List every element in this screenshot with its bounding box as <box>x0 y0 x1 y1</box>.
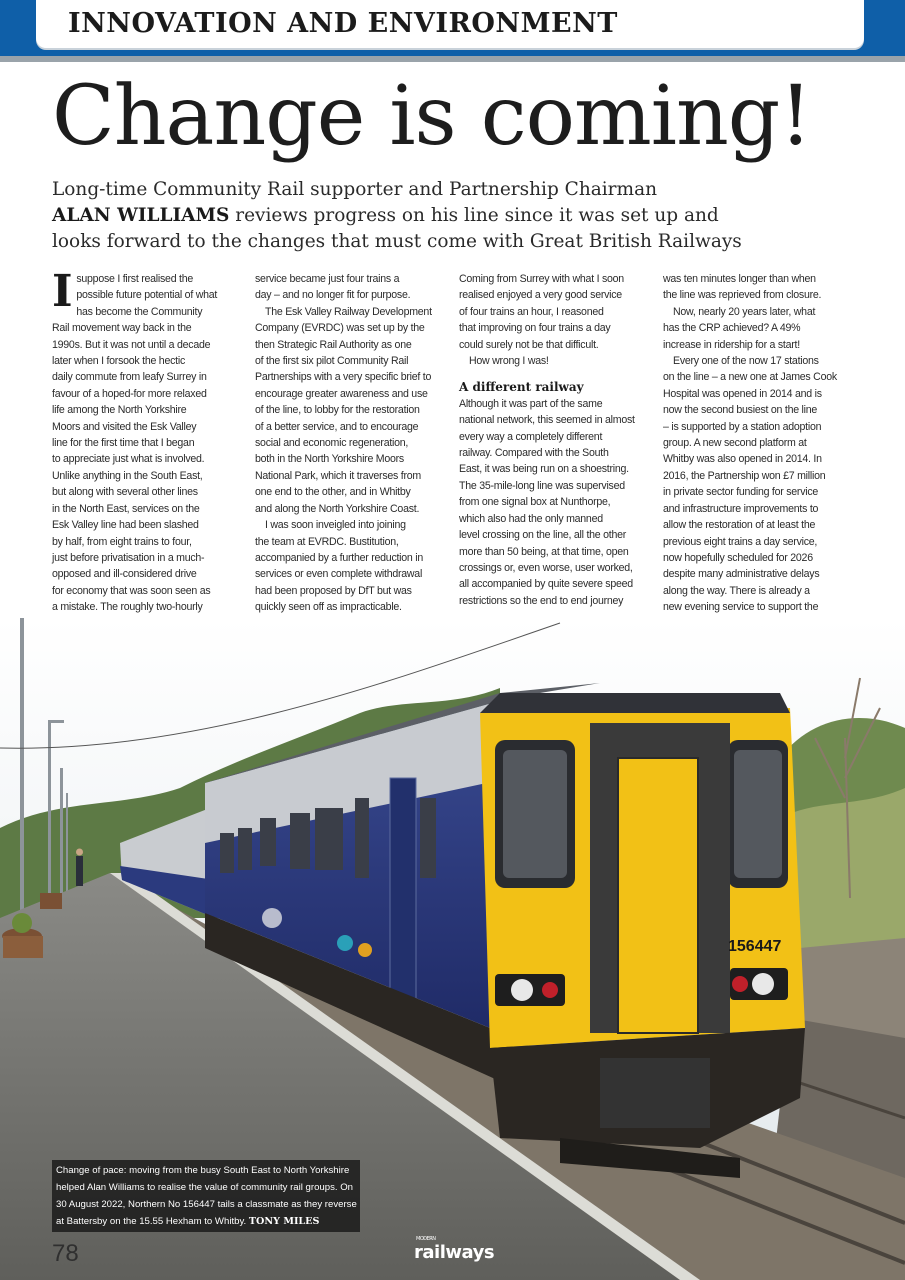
column-4-paragraph-2-line: increase in ridership for a start! <box>663 338 800 351</box>
column-3-paragraph-1-line: of four trains an hour, I reasoned <box>459 305 604 318</box>
column-4-paragraph-3-line: allow the restoration of at least the <box>663 519 816 532</box>
standfirst <box>52 177 852 255</box>
column-1-line: 1990s. But it was not until a decade <box>52 338 211 351</box>
column-2-paragraph-2-line: one end to the other, and in Whitby <box>255 486 411 499</box>
column-4-paragraph-3 <box>663 353 855 616</box>
column-3-paragraph-3-line: more than 50 being, at that time, open <box>459 545 629 558</box>
photo-caption <box>52 1160 360 1232</box>
column-1-line: daily commute from leafy Surrey in <box>52 371 207 384</box>
column-3-paragraph-1-line: realised enjoyed a very good service <box>459 289 622 302</box>
column-4-paragraph-3-line: despite many administrative delays <box>663 568 820 581</box>
column-4-paragraph-3-line: – is supported by a station adoption <box>663 420 822 433</box>
column-4-paragraph-3-line: new evening service to support the <box>663 601 819 614</box>
page-number: 78 <box>52 1240 79 1267</box>
column-2-paragraph-2-line: of the line, to lobby for the restoration <box>255 404 420 417</box>
column-4-paragraph-2-line: has the CRP achieved? A 49% <box>663 322 801 335</box>
column-1-line: Esk Valley line had been slashed <box>52 519 199 532</box>
author-name: ALAN WILLIAMS <box>52 205 230 226</box>
column-3-paragraph-3-line: national network, this seemed in almost <box>459 414 635 427</box>
caption-line-3: 30 August 2022, Northern No 156447 tails a classmate as they reverse <box>56 1199 357 1210</box>
column-3-paragraph-3-line: railway. Compared with the South <box>459 447 609 460</box>
column-1-line: but along with several other lines <box>52 486 198 499</box>
column-1-line: Moors and visited the Esk Valley <box>52 420 197 433</box>
column-1-text <box>52 266 244 616</box>
column-4-paragraph-3-line: along the way. There is already a <box>663 584 810 597</box>
column-2-paragraph-3-line: quickly seen off as impracticable. <box>255 601 402 614</box>
column-4-paragraph-3-line: and infrastructure improvements to <box>663 502 819 515</box>
column-4-paragraph-3-line: 2016, the Partnership won £7 million <box>663 469 826 482</box>
column-2-paragraph-2-line: The Esk Valley Railway Development <box>265 305 432 318</box>
column-3-paragraph-1-line: Coming from Surrey with what I soon <box>459 273 624 285</box>
column-2-paragraph-2-line: then Strategic Rail Authority as one <box>255 338 412 351</box>
column-1-line: later when I forsook the hectic <box>52 355 185 368</box>
column-3-paragraph-3-line: The 35-mile-long line was supervised <box>459 479 625 492</box>
column-3-paragraph-3-line: which also had the only manned <box>459 512 603 525</box>
column-1-line: to appreciate just what is involved. <box>52 453 205 466</box>
column-4-paragraph-2 <box>663 304 855 353</box>
column-4 <box>663 271 855 616</box>
column-4-paragraph-3-line: on the line – a new one at James Cook <box>663 371 837 384</box>
column-3-paragraph-1 <box>459 271 651 353</box>
column-2-paragraph-2-line: Company (EVRDC) was set up by the <box>255 322 425 335</box>
standfirst-line-1: Long-time Community Rail supporter and Partnership Chairman <box>52 179 658 200</box>
column-3-paragraph-1-line: could surely not be that difficult. <box>459 338 599 351</box>
section-title: INNOVATION AND ENVIRONMENT <box>68 8 618 39</box>
column-4-paragraph-3-line: in private sector funding for service <box>663 486 819 499</box>
caption-line-4 <box>56 1213 356 1230</box>
magazine-logo-small: MODERN <box>416 1236 436 1242</box>
column-4-paragraph-3-line: Whitby was also opened in 2014. In <box>663 453 822 466</box>
column-2-paragraph-2-line: of a better service, and to encourage <box>255 420 419 433</box>
column-1-line: opposed and ill-considered drive <box>52 568 197 581</box>
column-2-paragraph-2-line: Partnerships with a very specific brief to <box>255 371 432 384</box>
column-3-paragraph-3-line: level crossing on the line, all the other <box>459 529 627 542</box>
column-3-paragraph-3-line: every way a completely different <box>459 430 603 443</box>
column-2-paragraph-3-line: accompanied by a further reduction in <box>255 551 424 564</box>
column-3-paragraph-3-line: East, it was being run on a shoestring. <box>459 463 629 476</box>
column-3-paragraph-3 <box>459 396 651 609</box>
column-1-line: a mistake. The roughly two-hourly <box>52 601 203 614</box>
headline: Change is coming! <box>52 69 812 164</box>
magazine-logo-text: railways <box>414 1242 495 1263</box>
column-3-paragraph-3-line: crossings or, even worse, user worked, <box>459 561 633 574</box>
column-3-paragraph-3-line: from one signal box at Nunthorpe, <box>459 496 611 509</box>
column-2-paragraph-2-line: social and economic regeneration, <box>255 437 409 450</box>
column-1 <box>52 266 244 616</box>
column-2-paragraph-3 <box>255 517 447 615</box>
column-2-paragraph-3-line: the team at EVRDC. Bustitution, <box>255 535 399 548</box>
column-1-line: possible future potential of what <box>76 289 218 302</box>
column-4-paragraph-1-line: was ten minutes longer than when <box>663 273 816 285</box>
column-3 <box>459 271 651 609</box>
subheading: A different railway <box>459 380 584 395</box>
standfirst-line-2 <box>52 203 852 229</box>
drop-cap: I <box>52 266 73 317</box>
column-1-line: just before privatisation in a much- <box>52 551 205 564</box>
column-1-line: Rail movement way back in the <box>52 322 192 335</box>
column-4-paragraph-2-line: Now, nearly 20 years later, what <box>673 305 816 318</box>
column-2-paragraph-1-line: service became just four trains a <box>255 273 400 285</box>
column-1-line: for economy that was soon seen as <box>52 584 211 597</box>
column-2-paragraph-2-line: encourage greater awareness and use <box>255 387 428 400</box>
column-4-paragraph-3-line: now the second busiest on the line <box>663 404 818 417</box>
column-1-line: line for the first time that I began <box>52 437 195 450</box>
column-4-paragraph-1-line: the line was reprieved from closure. <box>663 289 822 302</box>
column-1-line: Unlike anything in the South East, <box>52 469 203 482</box>
column-1-line: by half, from eight trains to four, <box>52 535 192 548</box>
column-1-line: suppose I first realised the <box>76 273 194 285</box>
standfirst-line-2-text: reviews progress on his line since it was set up and <box>229 205 719 226</box>
column-2-paragraph-2-line: and along the North Yorkshire Coast. <box>255 502 420 515</box>
column-4-paragraph-3-line: previous eight trains a day service, <box>663 535 818 548</box>
column-2-paragraph-2-line: of the first six pilot Community Rail <box>255 355 409 368</box>
column-4-paragraph-3-line: now hopefully scheduled for 2026 <box>663 551 813 564</box>
column-4-paragraph-1 <box>663 271 855 304</box>
column-3-paragraph-3-line: Although it was part of the same <box>459 397 603 410</box>
column-2-paragraph-3-line: I was soon inveigled into joining <box>265 519 406 532</box>
column-3-paragraph-1-line: that improving on four trains a day <box>459 322 611 335</box>
caption-line-2: helped Alan Williams to realise the value of community rail groups. On <box>56 1182 354 1193</box>
unit-number: 156447 <box>728 938 782 955</box>
column-2-paragraph-3-line: services or even complete withdrawal <box>255 568 423 581</box>
column-4-paragraph-3-line: Every one of the now 17 stations <box>673 355 819 368</box>
column-3-paragraph-2: How wrong I was! <box>469 355 549 368</box>
column-4-paragraph-3-line: group. A new second platform at <box>663 437 807 450</box>
column-2-paragraph-2-line: National Park, which it traverses from <box>255 469 421 482</box>
column-2-paragraph-2 <box>255 304 447 517</box>
column-1-line: life among the North Yorkshire <box>52 404 187 417</box>
column-2-paragraph-1 <box>255 271 447 304</box>
standfirst-line-3: looks forward to the changes that must come with Great British Railways <box>52 231 742 252</box>
column-2-paragraph-3-line: had been proposed by DfT but was <box>255 584 412 597</box>
column-2 <box>255 271 447 616</box>
magazine-logo <box>414 1236 495 1263</box>
column-1-line: in the North East, services on the <box>52 502 200 515</box>
column-2-paragraph-2-line: both in the North Yorkshire Moors <box>255 453 404 466</box>
column-2-paragraph-1-line: day – and no longer fit for purpose. <box>255 289 411 302</box>
column-4-paragraph-3-line: Hospital was opened in 2014 and is <box>663 387 822 400</box>
caption-line-4-text: at Battersby on the 15.55 Hexham to Whitby. <box>56 1216 247 1227</box>
photo-credit: TONY MILES <box>248 1216 320 1227</box>
caption-line-1: Change of pace: moving from the busy South East to North Yorkshire <box>56 1165 350 1176</box>
column-3-paragraph-3-line: all accompanied by quite severe speed <box>459 578 633 591</box>
column-3-paragraph-3-line: restrictions so the end to end journey <box>459 594 624 607</box>
column-1-line: favour of a hoped-for more relaxed <box>52 387 207 400</box>
column-1-line: has become the Community <box>76 305 203 318</box>
